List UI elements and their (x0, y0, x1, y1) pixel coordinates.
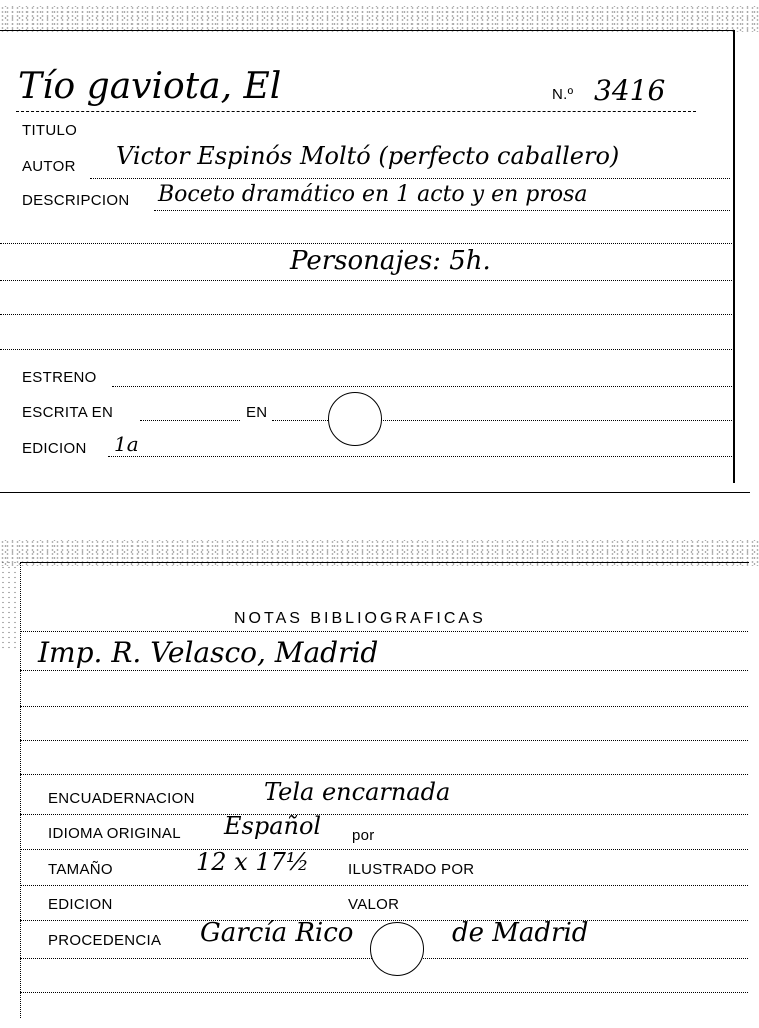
notes-line-5 (20, 774, 748, 775)
last-line (20, 992, 748, 993)
autor-line (90, 178, 730, 179)
scan-noise-side (0, 560, 20, 650)
procedencia-handwriting-2: de Madrid (452, 918, 589, 948)
edicion-line (108, 456, 732, 457)
en-label: EN (246, 404, 268, 421)
title-handwriting: Tío gaviota, El (18, 66, 282, 107)
escrita-en-label: ESCRITA EN (22, 404, 114, 421)
edicion-back-line (20, 920, 748, 921)
encuadernacion-label: ENCUADERNACION (48, 790, 195, 807)
descripcion-label: DESCRIPCION (22, 192, 130, 209)
card-front-bottom-edge (0, 492, 750, 493)
punch-hole-front (328, 392, 382, 446)
idioma-handwriting: Español (224, 812, 322, 840)
notas-bibliograficas-heading: NOTAS BIBLIOGRAFICAS (234, 610, 486, 627)
scan-noise-top (0, 6, 759, 32)
punch-hole-back (370, 922, 424, 976)
edicion-label: EDICION (22, 440, 87, 457)
autor-label: AUTOR (22, 158, 76, 175)
notes-line-4 (20, 740, 748, 741)
procedencia-handwriting-1: García Rico (200, 918, 354, 948)
titulo-label: TITULO (22, 122, 78, 139)
blank-line-3 (0, 314, 732, 315)
edicion-handwriting: 1a (114, 432, 139, 456)
estreno-line (112, 386, 732, 387)
encuadernacion-handwriting: Tela encarnada (264, 778, 451, 806)
blank-line-1 (0, 243, 732, 244)
title-line (16, 111, 696, 112)
valor-label: VALOR (348, 896, 400, 913)
number-handwriting: 3416 (594, 74, 666, 107)
personajes-handwriting: Personajes: 5h. (290, 246, 491, 276)
autor-handwriting: Victor Espinós Moltó (perfecto caballero) (116, 142, 620, 170)
notes-line-1 (20, 631, 748, 632)
number-label: N.º (552, 86, 574, 103)
edicion-back-label: EDICION (48, 896, 113, 913)
descripcion-line (154, 210, 730, 211)
tamano-label: TAMAÑO (48, 861, 113, 878)
tamano-line (20, 885, 748, 886)
estreno-label: ESTRENO (22, 369, 97, 386)
idioma-line (20, 849, 748, 850)
escrita-en-line (140, 420, 240, 421)
por-label: por (352, 827, 375, 844)
encuadernacion-line (20, 814, 748, 815)
notes-line-3 (20, 706, 748, 707)
descripcion-handwriting: Boceto dramático en 1 acto y en prosa (158, 182, 588, 207)
blank-line-4 (0, 349, 732, 350)
ilustrado-por-label: ILUSTRADO POR (348, 861, 475, 878)
procedencia-label: PROCEDENCIA (48, 932, 162, 949)
tamano-handwriting: 12 x 17½ (196, 848, 310, 876)
notes-handwriting: Imp. R. Velasco, Madrid (38, 636, 379, 669)
notes-line-2 (20, 670, 748, 671)
idioma-original-label: IDIOMA ORIGINAL (48, 825, 181, 842)
blank-line-2 (0, 280, 732, 281)
